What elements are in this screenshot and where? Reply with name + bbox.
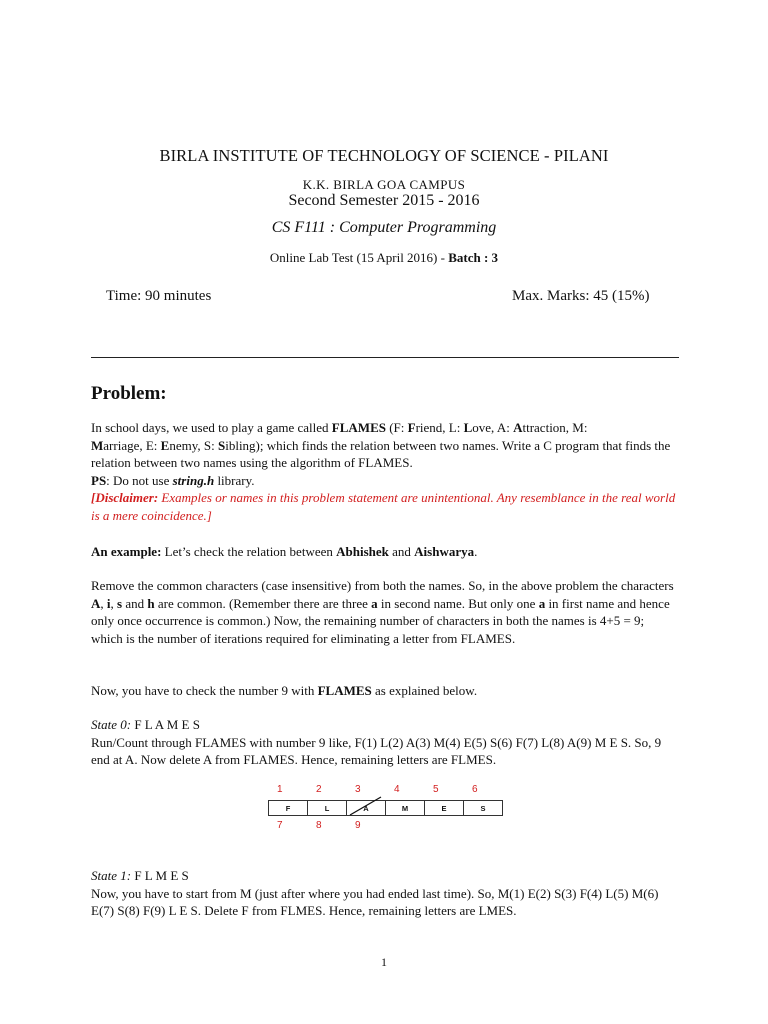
semester: Second Semester 2015 - 2016 <box>288 192 480 209</box>
course-title: CS F111 : Computer Programming <box>271 219 497 236</box>
max-marks: Max. Marks: 45 (15%) <box>512 288 650 304</box>
count-number-top: 1 <box>277 784 283 795</box>
count-number-top: 3 <box>355 784 361 795</box>
flames-cell-m: M <box>385 800 425 816</box>
state-0-block: State 0: F L A M E S Run/Count through FLAMES with number 9 like, F(1) L(2) A(3) M(4) E(5) S(6) F(7) L(8) A(9) M E S. So, 9 end at A. Now delete A from FLAMES. Hence, remaining letters are FLMES. <box>91 717 662 768</box>
count-number-bottom: 9 <box>355 820 361 831</box>
flames-cell-f: F <box>268 800 308 816</box>
state-1-block: State 1: F L M E S Now, you have to start from M (just after where you had ended last time). So, M(1) E(2) S(3) F(4) L(5) M(6) E(7) S(8) F(9) L E S. Delete F from FLMES. Hence, remaining letters are LMES. <box>91 868 659 919</box>
horizontal-rule <box>91 357 679 358</box>
campus-name: K.K. BIRLA GOA CAMPUS <box>302 177 466 192</box>
flames-cell-a: A <box>346 800 386 816</box>
institute-title: BIRLA INSTITUTE OF TECHNOLOGY OF SCIENCE - PILANI <box>159 146 609 165</box>
state-0-label: State 0: <box>91 717 132 732</box>
lab-test-date: Online Lab Test (15 April 2016) - <box>269 250 445 265</box>
lab-test-line <box>0 250 768 266</box>
flames-cell-e: E <box>424 800 464 816</box>
ps-label: PS <box>91 472 107 488</box>
count-number-bottom: 7 <box>277 820 283 831</box>
strike-through-mark <box>265 781 505 837</box>
count-number-bottom: 8 <box>316 820 322 831</box>
example-line: An example: Let’s check the relation between Abhishek and Aishwarya. <box>91 544 478 559</box>
time-limit: Time: 90 minutes <box>106 288 212 304</box>
page-number: 1 <box>381 955 387 969</box>
count-number-top: 2 <box>316 784 322 795</box>
state-1-label: State 1: <box>91 868 132 883</box>
problem-heading: Problem: <box>91 383 167 404</box>
batch-label: Batch : 3 <box>448 250 499 265</box>
count-number-top: 5 <box>433 784 439 795</box>
common-characters-paragraph: Remove the common characters (case insensitive) from both the names. So, in the above problem the characters A, i, s and h are common. (Remember there are three a in second name. But only one a in first name and hence only once occurrence is common.) Now, the remaining number of characters in both the names is 4+5 = 9; which is the number of iterations required for eliminating a letter from FLAMES. <box>91 578 674 646</box>
count-number-top: 4 <box>394 784 400 795</box>
disclaimer: [Disclaimer: Examples or names in this problem statement are unintentional. Any resemblance in the real world is a mere coincidence.] <box>91 490 676 523</box>
problem-description: In school days, we used to play a game called FLAMES (F: Friend, L: Love, A: Attraction, M: Marriage, E: Enemy, S: Sibling); which finds the relation between two names. Write a C program that finds the relation between two names using the algorithm of FLAMES. PS: Do not use string.h library. [Disclaimer: Examples or names in this problem statement are unintentional. Any resemblance in the real world is a mere coincidence.] <box>91 420 676 523</box>
check-number-line: Now, you have to check the number 9 with FLAMES as explained below. <box>91 683 478 698</box>
count-number-top: 6 <box>472 784 478 795</box>
flames-cell-l: L <box>307 800 347 816</box>
flames-cell-s: S <box>463 800 503 816</box>
flames-diagram <box>265 781 505 837</box>
